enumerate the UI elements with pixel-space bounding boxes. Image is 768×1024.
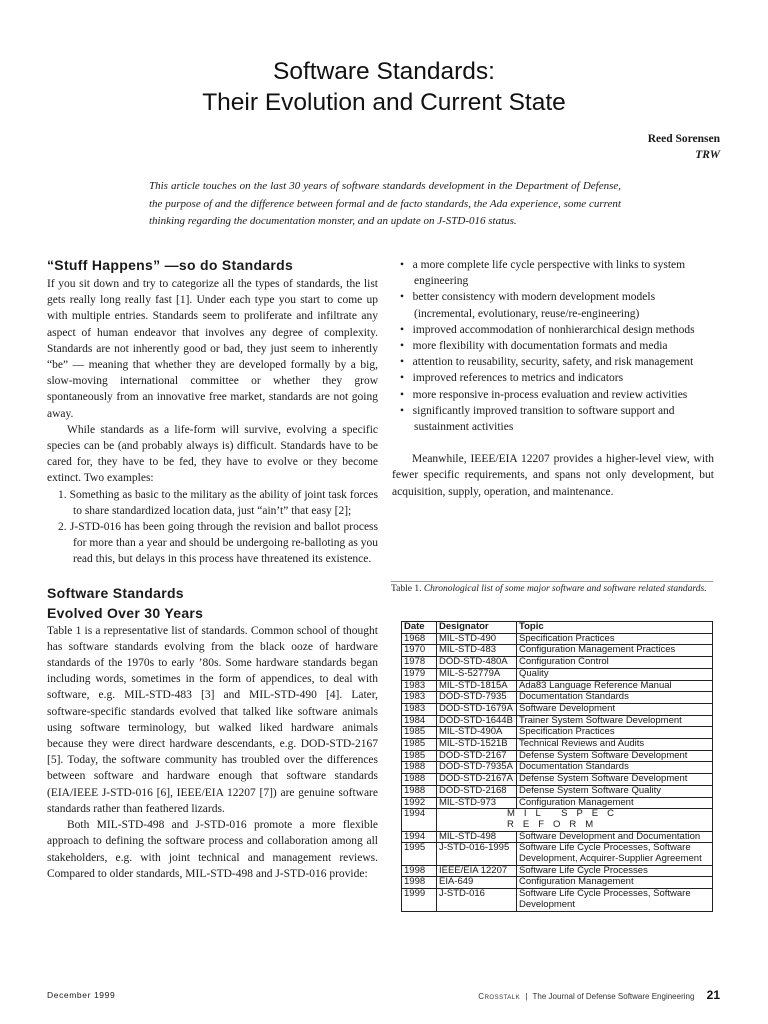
- list-item: • a more complete life cycle perspective with links to system engineering: [400, 259, 686, 288]
- column-header: Designator: [437, 622, 517, 634]
- table-row: [402, 645, 713, 657]
- journal-name: Crosstalk: [478, 992, 521, 1001]
- table-cell: MIL-STD-490: [437, 633, 517, 645]
- table-cell: 1983: [402, 680, 437, 692]
- table-cell: Configuration Control: [517, 657, 713, 669]
- paragraph: Meanwhile, IEEE/EIA 12207 provides a higher-level view, with fewer specific requirements, and spans not only development, but acquisition, supply, operation, and maintenance.: [392, 453, 714, 498]
- table-header-row: [402, 622, 713, 634]
- table-cell: Documentation Standards: [517, 762, 713, 774]
- table-cell: 1985: [402, 750, 437, 762]
- footer-date: December 1999: [47, 990, 116, 1000]
- table-row: [402, 889, 713, 911]
- table-cell: MIL-STD-973: [437, 797, 517, 809]
- table-cell: EIA-649: [437, 877, 517, 889]
- list-item: • more responsive in-process evaluation and review activities: [400, 388, 688, 401]
- paragraph: If you sit down and try to categorize all the types of standards, the list gets really long really fast [1]. Under each type you start to come up with multiple entries. Standards seem to proliferate and infiltrate any aspect of human endeavor that involves any degree of complexity. Standards are not inherently good or bad, they just seem to inherently “be” — meaning that whether they are developed formally by a big, slow-moving international committee or whether they grow spontaneously from an innovative free market, standards are not going away.: [47, 278, 378, 420]
- table-cell: Software Life Cycle Processes, Software Development: [517, 889, 713, 911]
- abstract: This article touches on the last 30 years of software standards development in the Department of Defense, the purpose of and the difference between formal and de facto standards, the Ada experience, some current thinking regarding the documentation monster, and an update on J-STD-016 status.: [149, 180, 621, 227]
- table-cell: 1999: [402, 889, 437, 911]
- table-row: [402, 739, 713, 751]
- heading-line: Evolved Over 30 Years: [47, 604, 204, 621]
- table-cell: DOD-STD-1679A: [437, 703, 517, 715]
- table-row: [402, 727, 713, 739]
- table-body: [402, 633, 713, 911]
- title-line-2: Their Evolution and Current State: [202, 89, 566, 116]
- list-item: • better consistency with modern development models (incremental, evolutionary, reuse/re-engineering): [400, 291, 656, 320]
- table-cell: MIL SPEC REFORM: [437, 809, 713, 831]
- table-cell: Software Life Cycle Processes: [517, 865, 713, 877]
- table-cell: Quality: [517, 668, 713, 680]
- table-cell: J-STD-016-1995: [437, 843, 517, 865]
- table-cell: Specification Practices: [517, 727, 713, 739]
- right-column: [392, 257, 714, 500]
- table-cell: DOD-STD-2167A: [437, 774, 517, 786]
- heading-line: Software Standards: [47, 584, 184, 601]
- table-cell: Software Development and Documentation: [517, 831, 713, 843]
- table-row: [402, 680, 713, 692]
- table-cell: Configuration Management: [517, 797, 713, 809]
- table-row: [402, 843, 713, 865]
- table-cell: 1994: [402, 831, 437, 843]
- list-item: • attention to reusability, security, safety, and risk management: [400, 356, 694, 369]
- paragraph: While standards as a life-form will survive, evolving a specific species can be (and probably always is) difficult. Standards have to be cared for, they have to be fed, they have to evolve or they become extinct. Two examples:: [47, 423, 378, 485]
- list-item: 1. Something as basic to the military as the ability of joint task forces to share standardized location data, just “ain’t” that easy [2];: [58, 488, 378, 517]
- table-cell: 1995: [402, 843, 437, 865]
- footer-journal: [478, 988, 720, 1002]
- table-cell: 1984: [402, 715, 437, 727]
- table-row: [402, 877, 713, 889]
- table-cell: Software Life Cycle Processes, Software Development, Acquirer-Supplier Agreement: [517, 843, 713, 865]
- table-cell: Defense System Software Development: [517, 774, 713, 786]
- table-cell: DOD-STD-7935: [437, 692, 517, 704]
- table-cell: 1985: [402, 727, 437, 739]
- caption-text: Chronological list of some major software and software related standards.: [423, 584, 707, 594]
- table-cell: MIL-STD-498: [437, 831, 517, 843]
- column-header: Topic: [517, 622, 713, 634]
- table-cell: 1978: [402, 657, 437, 669]
- table-row: [402, 774, 713, 786]
- table-cell: 1992: [402, 797, 437, 809]
- title-line-1: Software Standards:: [273, 58, 495, 85]
- table-cell: DOD-STD-1644B: [437, 715, 517, 727]
- table-cell: DOD-STD-7935A: [437, 762, 517, 774]
- table-row: [402, 762, 713, 774]
- page-number: 21: [706, 988, 720, 1002]
- author-name: Reed Sorensen: [647, 133, 720, 145]
- table-cell: DOD-STD-2167: [437, 750, 517, 762]
- table-cell: 1998: [402, 865, 437, 877]
- table-row: [402, 785, 713, 797]
- table-row: [402, 633, 713, 645]
- paragraph: Table 1 is a representative list of standards. Common school of thought has software standards evolving from the black ooze of hardware standards of the 1970s to early ’80s. Some hardware standards began including words, sometimes in the form of appendices, to deal with software, e.g. MIL-STD-483 [3] and MIL-STD-490 [4]. Later, software-specific standards evolved that talked like software animals using software terminology, but walked liked hardware animals because they were direct hardware descendants, e.g. DOD-STD-2167 [5]. Today, the software community has troubled over the differences between software and hardware enough that software standards (EIA/IEEE J-STD-016 [6], IEEE/EIA 12207 [7]) are genuine software standards rather than feathered lizards.: [47, 624, 378, 815]
- list-item: 2. J-STD-016 has been going through the revision and ballot process for more than a year and should be undergoing re-balloting as you read this, but delays in this process have threatened its existence.: [58, 521, 378, 566]
- table-cell: 1970: [402, 645, 437, 657]
- table-cell: 1979: [402, 668, 437, 680]
- table-cell: 1988: [402, 762, 437, 774]
- table-caption: [391, 581, 713, 596]
- table-cell: Documentation Standards: [517, 692, 713, 704]
- table-row: [402, 809, 713, 831]
- table-cell: Configuration Management: [517, 877, 713, 889]
- table-cell: MIL-STD-483: [437, 645, 517, 657]
- table-row: [402, 703, 713, 715]
- table-row: [402, 865, 713, 877]
- section-heading-evolved: [47, 583, 378, 623]
- table-cell: MIL-STD-1521B: [437, 739, 517, 751]
- table-cell: Technical Reviews and Audits: [517, 739, 713, 751]
- bullet-list: [392, 257, 714, 435]
- byline: [648, 131, 720, 163]
- table-row: [402, 750, 713, 762]
- section-heading-stuff-happens: “Stuff Happens” —so do Standards: [47, 257, 294, 273]
- table-cell: 1988: [402, 774, 437, 786]
- list-item: • improved accommodation of nonhierarchical design methods: [400, 323, 695, 336]
- table-cell: MIL-S-52779A: [437, 668, 517, 680]
- article-title: [0, 56, 768, 118]
- table-cell: 1983: [402, 692, 437, 704]
- table-cell: 1985: [402, 739, 437, 751]
- table-row: [402, 692, 713, 704]
- list-item: • improved references to metrics and indicators: [400, 372, 624, 385]
- table-row: [402, 797, 713, 809]
- paragraph: Both MIL-STD-498 and J-STD-016 promote a more flexible approach to defining the software process and collaboration among all stakeholders, e.g. with joint technical and management reviews. Compared to older standards, MIL-STD-498 and J-STD-016 provide:: [47, 819, 378, 880]
- table-cell: DOD-STD-480A: [437, 657, 517, 669]
- table-row: [402, 657, 713, 669]
- table-cell: MIL-STD-1815A: [437, 680, 517, 692]
- table-cell: Defense System Software Development: [517, 750, 713, 762]
- separator: |: [525, 992, 528, 1001]
- table-cell: 1988: [402, 785, 437, 797]
- table-cell: Trainer System Software Development: [517, 715, 713, 727]
- table-cell: J-STD-016: [437, 889, 517, 911]
- table-cell: DOD-STD-2168: [437, 785, 517, 797]
- journal-subtitle: The Journal of Defense Software Engineering: [532, 992, 695, 1001]
- numbered-list: [47, 487, 378, 568]
- standards-table: [401, 621, 713, 912]
- table-row: [402, 668, 713, 680]
- table-row: [402, 831, 713, 843]
- table-cell: 1983: [402, 703, 437, 715]
- left-column: [47, 256, 378, 882]
- table-cell: 1998: [402, 877, 437, 889]
- caption-label: Table 1.: [391, 584, 422, 594]
- author-affiliation: TRW: [695, 149, 720, 161]
- table-cell: Software Development: [517, 703, 713, 715]
- table-cell: Configuration Management Practices: [517, 645, 713, 657]
- table-cell: Specification Practices: [517, 633, 713, 645]
- table-cell: Defense System Software Quality: [517, 785, 713, 797]
- table-cell: MIL-STD-490A: [437, 727, 517, 739]
- table-cell: Ada83 Language Reference Manual: [517, 680, 713, 692]
- list-item: • significantly improved transition to software support and sustainment activities: [400, 404, 675, 434]
- table-cell: IEEE/EIA 12207: [437, 865, 517, 877]
- list-item: • more flexibility with documentation formats and media: [400, 340, 668, 353]
- table-row: [402, 715, 713, 727]
- table-cell: 1994: [402, 809, 437, 831]
- table-cell: 1968: [402, 633, 437, 645]
- column-header: Date: [402, 622, 437, 634]
